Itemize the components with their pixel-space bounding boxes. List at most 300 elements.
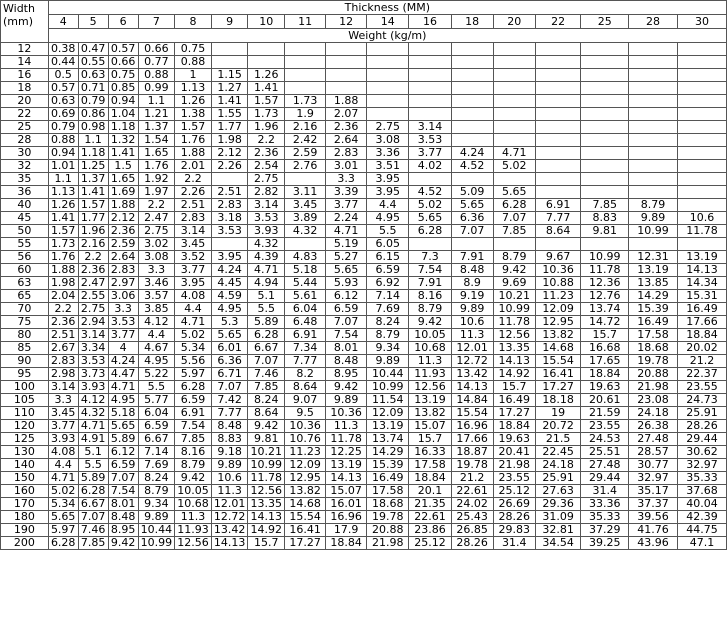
thickness-25-header: 25 <box>581 15 629 29</box>
weight-cell: 5.02 <box>175 329 212 342</box>
weight-cell <box>629 108 678 121</box>
weight-cell <box>677 69 726 82</box>
weight-cell: 21.98 <box>629 381 678 394</box>
weight-cell: 5.1 <box>78 446 108 459</box>
weight-cell: 4.02 <box>409 160 451 173</box>
weight-cell: 7.77 <box>285 355 326 368</box>
weight-cell: 11.3 <box>451 329 493 342</box>
weight-cell: 0.44 <box>48 56 78 69</box>
table-row <box>1 277 727 290</box>
weight-cell: 28.57 <box>629 446 678 459</box>
weight-cell: 10.68 <box>175 498 212 511</box>
weight-cell: 2.16 <box>78 238 108 251</box>
weight-cell: 1.57 <box>78 199 108 212</box>
table-row <box>1 407 727 420</box>
weight-cell: 1.77 <box>211 121 248 134</box>
weight-cell <box>677 160 726 173</box>
weight-cell: 2.64 <box>108 251 138 264</box>
weight-cell: 10.05 <box>409 329 451 342</box>
weight-cell <box>677 95 726 108</box>
width-cell: 35 <box>1 173 49 186</box>
weight-cell: 1.13 <box>175 82 212 95</box>
weight-cell: 16.96 <box>451 420 493 433</box>
weight-cell: 28.26 <box>493 511 535 524</box>
weight-cell <box>451 43 493 56</box>
weight-cell: 5.65 <box>451 199 493 212</box>
weight-cell: 1.73 <box>285 95 326 108</box>
weight-cell: 9.89 <box>138 511 175 524</box>
weight-cell: 31.4 <box>493 537 535 550</box>
weight-cell: 10.44 <box>138 524 175 537</box>
weight-cell: 37.37 <box>629 498 678 511</box>
weight-cell: 19.63 <box>493 433 535 446</box>
width-cell: 140 <box>1 459 49 472</box>
weight-cell: 6.59 <box>367 264 409 277</box>
weight-cell: 37.68 <box>677 485 726 498</box>
weight-cell: 27.48 <box>581 459 629 472</box>
weight-cell: 5.77 <box>138 394 175 407</box>
weight-cell: 3.01 <box>326 160 367 173</box>
weight-cell: 4.4 <box>367 199 409 212</box>
weight-cell: 31.4 <box>581 485 629 498</box>
weight-cell: 9.81 <box>581 225 629 238</box>
table-row <box>1 173 727 186</box>
weight-cell: 4.45 <box>211 277 248 290</box>
thickness-9-header: 9 <box>211 15 248 29</box>
weight-cell: 1.41 <box>248 82 285 95</box>
table-row <box>1 251 727 264</box>
width-cell: 16 <box>1 69 49 82</box>
weight-cell: 23.55 <box>677 381 726 394</box>
width-cell: 105 <box>1 394 49 407</box>
weight-cell: 12.25 <box>326 446 367 459</box>
weight-cell: 3.77 <box>108 329 138 342</box>
weight-cell: 5.65 <box>409 212 451 225</box>
weight-cell: 5.5 <box>367 225 409 238</box>
weight-cell: 6.12 <box>326 290 367 303</box>
thickness-4-header: 4 <box>48 15 78 29</box>
weight-cell: 14.13 <box>493 355 535 368</box>
weight-cell: 0.99 <box>138 82 175 95</box>
table-row <box>1 485 727 498</box>
weight-cell: 24.53 <box>581 433 629 446</box>
weight-cell: 3.14 <box>248 199 285 212</box>
weight-cell: 7.85 <box>78 537 108 550</box>
weight-cell: 16.41 <box>535 368 581 381</box>
weight-cell: 23.08 <box>629 394 678 407</box>
weight-cell: 8.95 <box>326 368 367 381</box>
weight-cell: 21.35 <box>409 498 451 511</box>
weight-cell: 30.77 <box>629 459 678 472</box>
weight-cell: 9.89 <box>451 303 493 316</box>
weight-cell: 2.83 <box>108 264 138 277</box>
weight-cell: 10.44 <box>367 368 409 381</box>
weight-cell <box>211 56 248 69</box>
weight-cell: 2.36 <box>248 147 285 160</box>
width-cell: 80 <box>1 329 49 342</box>
weight-cell: 10.36 <box>326 407 367 420</box>
weight-cell <box>581 43 629 56</box>
weight-cell: 4.12 <box>78 394 108 407</box>
weight-cell: 12.56 <box>248 485 285 498</box>
weight-cell: 14.72 <box>581 316 629 329</box>
weight-cell: 6.28 <box>48 537 78 550</box>
weight-cell: 5.5 <box>138 381 175 394</box>
weight-cell <box>211 43 248 56</box>
weight-cell: 13.82 <box>285 485 326 498</box>
weight-cell: 1.57 <box>48 225 78 238</box>
weight-cell: 15.31 <box>677 290 726 303</box>
weight-cell: 8.48 <box>451 264 493 277</box>
weight-cell: 9.42 <box>326 381 367 394</box>
weight-cell: 11.23 <box>535 290 581 303</box>
weight-cell: 41.76 <box>629 524 678 537</box>
weight-cell: 25.51 <box>581 446 629 459</box>
weight-cell <box>581 108 629 121</box>
weight-cell: 12.56 <box>175 537 212 550</box>
weight-cell: 16.49 <box>677 303 726 316</box>
weight-cell: 10.05 <box>175 485 212 498</box>
weight-cell: 8.79 <box>493 251 535 264</box>
weight-cell: 9.42 <box>108 537 138 550</box>
width-cell: 65 <box>1 290 49 303</box>
weight-cell <box>535 56 581 69</box>
weight-cell <box>677 186 726 199</box>
weight-cell: 8.01 <box>326 342 367 355</box>
width-cell: 56 <box>1 251 49 264</box>
weight-cell: 12.09 <box>535 303 581 316</box>
weight-cell: 1.76 <box>48 251 78 264</box>
weight-cell: 3.52 <box>175 251 212 264</box>
width-cell: 100 <box>1 381 49 394</box>
weight-cell: 1.77 <box>78 212 108 225</box>
weight-cell <box>367 108 409 121</box>
weight-cell: 1.57 <box>248 95 285 108</box>
weight-cell: 3.18 <box>211 212 248 225</box>
weight-cell: 2.12 <box>211 147 248 160</box>
weight-cell: 25.91 <box>535 472 581 485</box>
weight-cell: 6.91 <box>175 407 212 420</box>
weight-cell: 13.19 <box>629 264 678 277</box>
weight-cell: 33.36 <box>581 498 629 511</box>
weight-cell: 3.77 <box>175 264 212 277</box>
weight-cell <box>677 43 726 56</box>
weight-cell <box>535 43 581 56</box>
weight-cell: 1.13 <box>48 186 78 199</box>
weight-cell: 6.48 <box>285 316 326 329</box>
weight-cell: 25.43 <box>451 511 493 524</box>
weight-cell: 7.46 <box>248 368 285 381</box>
table-row <box>1 303 727 316</box>
weight-cell: 14.92 <box>248 524 285 537</box>
weight-cell: 6.04 <box>138 407 175 420</box>
weight-cell <box>367 69 409 82</box>
weight-cell: 3.53 <box>409 134 451 147</box>
weight-cell: 3.95 <box>211 251 248 264</box>
weight-cell: 1.41 <box>108 147 138 160</box>
table-row <box>1 316 727 329</box>
weight-cell: 9.34 <box>367 342 409 355</box>
weight-cell: 26.69 <box>493 498 535 511</box>
weight-cell <box>581 82 629 95</box>
weight-header: Weight (kg/m) <box>48 29 726 43</box>
weight-cell: 14.13 <box>451 381 493 394</box>
weight-cell <box>535 186 581 199</box>
table-row <box>1 264 727 277</box>
weight-cell <box>211 173 248 186</box>
weight-cell: 12.09 <box>285 459 326 472</box>
weight-cell: 2.83 <box>211 199 248 212</box>
weight-cell: 14.13 <box>677 264 726 277</box>
width-column-header <box>1 1 49 43</box>
weight-cell: 2.36 <box>48 316 78 329</box>
weight-cell: 13.19 <box>326 459 367 472</box>
weight-cell: 7.54 <box>409 264 451 277</box>
weight-cell: 10.99 <box>629 225 678 238</box>
weight-cell: 4.71 <box>326 225 367 238</box>
weight-cell: 3.53 <box>78 355 108 368</box>
width-cell: 14 <box>1 56 49 69</box>
table-row <box>1 43 727 56</box>
weight-cell <box>367 82 409 95</box>
weight-cell: 4.67 <box>138 342 175 355</box>
weight-cell: 19.63 <box>581 381 629 394</box>
weight-cell: 10.88 <box>535 277 581 290</box>
weight-cell <box>629 43 678 56</box>
weight-cell <box>493 108 535 121</box>
weight-cell: 3.53 <box>211 225 248 238</box>
weight-cell: 4.24 <box>211 264 248 277</box>
weight-cell <box>409 82 451 95</box>
weight-cell: 8.48 <box>211 420 248 433</box>
width-cell: 55 <box>1 238 49 251</box>
weight-cell: 6.36 <box>451 212 493 225</box>
weight-cell: 7.54 <box>108 485 138 498</box>
weight-cell <box>451 173 493 186</box>
weight-cell <box>451 121 493 134</box>
weight-cell: 1.57 <box>175 121 212 134</box>
weight-cell: 2.2 <box>78 251 108 264</box>
weight-cell: 24.73 <box>677 394 726 407</box>
weight-cell: 7.42 <box>211 394 248 407</box>
weight-cell: 4.95 <box>138 355 175 368</box>
weight-cell: 3.14 <box>175 225 212 238</box>
weight-cell: 1.37 <box>78 173 108 186</box>
weight-cell <box>581 147 629 160</box>
weight-cell: 3.95 <box>367 173 409 186</box>
weight-cell: 0.88 <box>175 56 212 69</box>
weight-cell: 17.66 <box>451 433 493 446</box>
weight-cell: 37.29 <box>581 524 629 537</box>
weight-cell: 3.14 <box>78 329 108 342</box>
weight-cell: 10.99 <box>138 537 175 550</box>
weight-cell <box>581 160 629 173</box>
weight-cell: 39.56 <box>629 511 678 524</box>
weight-cell: 4.24 <box>451 147 493 160</box>
weight-cell: 1.76 <box>138 160 175 173</box>
weight-cell: 1.55 <box>211 108 248 121</box>
weight-cell: 32.81 <box>535 524 581 537</box>
weight-cell: 3.45 <box>48 407 78 420</box>
weight-cell <box>367 43 409 56</box>
width-cell: 120 <box>1 420 49 433</box>
weight-cell: 5.89 <box>108 433 138 446</box>
weight-cell: 4.71 <box>48 472 78 485</box>
weight-cell: 7.07 <box>326 316 367 329</box>
weight-cell: 0.47 <box>78 43 108 56</box>
weight-cell: 20.02 <box>677 342 726 355</box>
weight-cell: 11.3 <box>211 485 248 498</box>
weight-cell: 0.63 <box>48 95 78 108</box>
weight-cell: 11.78 <box>248 472 285 485</box>
table-row <box>1 420 727 433</box>
weight-cell <box>535 160 581 173</box>
weight-cell: 1.65 <box>108 173 138 186</box>
weight-cell: 1.01 <box>48 160 78 173</box>
weight-cell: 0.55 <box>78 56 108 69</box>
weight-cell: 3.77 <box>409 147 451 160</box>
weight-cell: 0.88 <box>138 69 175 82</box>
width-cell: 190 <box>1 524 49 537</box>
weight-cell: 0.66 <box>108 56 138 69</box>
weight-cell: 3.3 <box>108 303 138 316</box>
table-row <box>1 69 727 82</box>
weight-cell: 10.99 <box>581 251 629 264</box>
weight-cell: 16.41 <box>285 524 326 537</box>
width-cell: 75 <box>1 316 49 329</box>
weight-cell: 6.28 <box>409 225 451 238</box>
weight-cell: 4.12 <box>138 316 175 329</box>
weight-cell <box>248 56 285 69</box>
weight-cell: 5.19 <box>326 238 367 251</box>
weight-cell: 24.02 <box>451 498 493 511</box>
weight-cell: 3.39 <box>326 186 367 199</box>
weight-cell: 2.51 <box>48 329 78 342</box>
weight-cell <box>493 56 535 69</box>
weight-cell: 6.28 <box>175 381 212 394</box>
weight-cell: 17.27 <box>285 537 326 550</box>
weight-cell: 0.71 <box>78 82 108 95</box>
weight-cell: 3.3 <box>48 394 78 407</box>
weight-cell: 1.1 <box>78 134 108 147</box>
weight-cell: 8.48 <box>108 511 138 524</box>
weight-cell: 1.96 <box>248 121 285 134</box>
weight-cell: 16.49 <box>629 316 678 329</box>
weight-cell: 20.41 <box>493 446 535 459</box>
weight-cell: 2.75 <box>248 173 285 186</box>
weight-cell: 5.97 <box>48 524 78 537</box>
weight-cell: 13.85 <box>629 277 678 290</box>
weight-cell: 13.42 <box>211 524 248 537</box>
weight-cell: 8.83 <box>581 212 629 225</box>
width-cell: 50 <box>1 225 49 238</box>
weight-cell: 5.61 <box>285 290 326 303</box>
weight-cell: 15.7 <box>248 537 285 550</box>
weight-cell: 2.36 <box>78 264 108 277</box>
weight-cell: 9.81 <box>248 433 285 446</box>
weight-cell: 1.98 <box>48 277 78 290</box>
table-row <box>1 342 727 355</box>
width-cell: 30 <box>1 147 49 160</box>
weight-cell: 1.98 <box>211 134 248 147</box>
weight-cell: 2.83 <box>48 355 78 368</box>
weight-cell: 9.42 <box>248 420 285 433</box>
weight-cell: 3.34 <box>78 342 108 355</box>
width-cell: 28 <box>1 134 49 147</box>
thickness-12-header: 12 <box>326 15 367 29</box>
width-cell: 12 <box>1 43 49 56</box>
weight-cell: 9.18 <box>211 446 248 459</box>
weight-cell <box>629 238 678 251</box>
weight-cell: 1.9 <box>285 108 326 121</box>
weight-cell: 26.38 <box>629 420 678 433</box>
weight-cell: 1.26 <box>48 199 78 212</box>
weight-cell: 5.27 <box>326 251 367 264</box>
weight-cell: 7.91 <box>451 251 493 264</box>
weight-cell: 5.18 <box>108 407 138 420</box>
weight-cell: 15.07 <box>409 420 451 433</box>
weight-cell: 14.13 <box>211 537 248 550</box>
weight-cell: 19.78 <box>629 355 678 368</box>
weight-cell: 2.16 <box>285 121 326 134</box>
weight-cell: 0.77 <box>138 56 175 69</box>
weight-cell: 4.95 <box>211 303 248 316</box>
weight-cell: 6.91 <box>285 329 326 342</box>
weight-cell: 10.6 <box>677 212 726 225</box>
table-row <box>1 225 727 238</box>
weight-table-body <box>1 43 727 550</box>
weight-cell: 24.18 <box>629 407 678 420</box>
width-label: Width <box>3 2 35 15</box>
weight-cell <box>326 69 367 82</box>
weight-cell: 14.13 <box>248 511 285 524</box>
weight-cell: 20.1 <box>409 485 451 498</box>
weight-cell: 8.83 <box>211 433 248 446</box>
weight-cell: 4.4 <box>175 303 212 316</box>
weight-cell: 6.04 <box>285 303 326 316</box>
weight-cell: 12.95 <box>285 472 326 485</box>
weight-cell: 11.78 <box>326 433 367 446</box>
weight-cell: 1.88 <box>108 199 138 212</box>
table-row <box>1 368 727 381</box>
weight-cell: 2.59 <box>108 238 138 251</box>
weight-cell <box>629 121 678 134</box>
weight-cell: 3.73 <box>78 368 108 381</box>
weight-cell <box>367 56 409 69</box>
table-row <box>1 160 727 173</box>
weight-cell: 8.24 <box>138 472 175 485</box>
weight-cell: 3.85 <box>138 303 175 316</box>
weight-cell: 5.5 <box>248 303 285 316</box>
weight-cell: 7.69 <box>138 459 175 472</box>
weight-cell: 8.01 <box>108 498 138 511</box>
weight-cell: 25.91 <box>677 407 726 420</box>
weight-cell: 0.98 <box>78 121 108 134</box>
weight-cell: 28.26 <box>677 420 726 433</box>
weight-cell: 11.93 <box>175 524 212 537</box>
weight-cell: 15.54 <box>451 407 493 420</box>
weight-cell <box>677 121 726 134</box>
weight-cell: 10.99 <box>493 303 535 316</box>
weight-cell: 7.07 <box>493 212 535 225</box>
width-cell: 200 <box>1 537 49 550</box>
weight-cell: 1.26 <box>175 95 212 108</box>
weight-cell: 7.85 <box>581 199 629 212</box>
weight-cell <box>629 173 678 186</box>
weight-cell: 3.57 <box>138 290 175 303</box>
weight-cell: 21.2 <box>677 355 726 368</box>
weight-cell: 9.89 <box>629 212 678 225</box>
